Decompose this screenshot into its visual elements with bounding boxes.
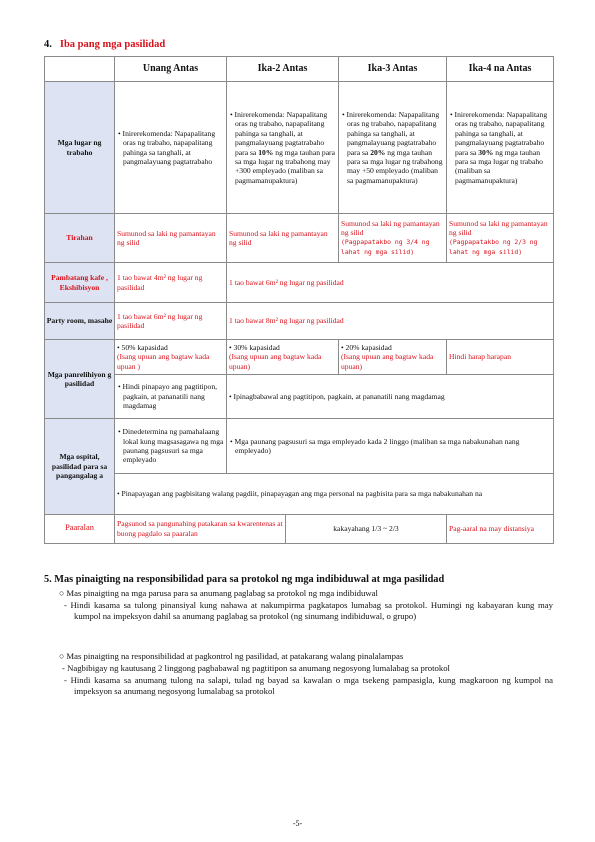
religious-capacity-level-2: • 30% kapasidad (Isang upuan ang bagtaw kada upuan) — [227, 340, 339, 375]
row-hospital-2 — [45, 474, 554, 515]
header-level-2: Ika-2 Antas — [227, 57, 339, 82]
header-level-1: Unang Antas — [115, 57, 227, 82]
facilities-table — [44, 56, 554, 544]
school-level-1: Pagsunod sa pangunahing patakaran sa kwarentenas at buong pagdalo sa paaralan — [115, 514, 286, 543]
header-level-4: Ika-4 na Antas — [447, 57, 554, 82]
section-5-heading: 5. Mas pinaigting na responsibilidad para sa protokol ng mga indibiduwal at mga pasilidad — [44, 574, 445, 585]
religious-gathering-level-2-4: • Ipinagbabawal ang pagtitipon, pagkain, at pananatili nang magdamag — [227, 375, 554, 419]
section-5-bullet-2-detail-2: - Hindi kasama sa anumang tulong na salapi, tulad ng bayad sa kawalan o mga tsekeng pampasigla, kung magkaroon ng kumpol na impeksyon sa anumang negosyong lumalabag sa protokol — [64, 675, 553, 697]
workplace-level-4: • Inirerekomenda: Napapalitang oras ng trabaho, napapalitang pahinga sa tanghali, at pangmalayuang pagtatrabaho para sa 30% ng mga tauhan para sa mga lugar ng trabaho (maliban sa pagmamanupaktura) — [447, 82, 554, 214]
section-4-heading — [44, 39, 165, 50]
school-level-2-3: kakayahang 1/3 ~ 2/3 — [286, 514, 447, 543]
workplace-level-3: • Inirerekomenda: Napapalitang oras ng trabaho, napapalitang pahinga sa tanghali, at pangmalayuang pagtatrabaho para sa 20% ng mga tauhan para sa mga lugar ng trabahong may +50 empleyado (maliban sa pagmamanupaktura) — [339, 82, 447, 214]
row-religious-2 — [45, 375, 554, 419]
row-school — [45, 514, 554, 543]
row-workplace — [45, 82, 554, 214]
row-label-party: Party room, masahe — [45, 303, 115, 340]
page-number: -5- — [292, 819, 303, 828]
hospital-visit-level-1-3: • Pinapayagan ang pagbisitang walang pagdiit, pinapayagan ang mga personal na pagbisita para sa mga nabakunahan na — [115, 474, 554, 515]
row-tirahan — [45, 214, 554, 263]
party-level-2-4: 1 tao bawat 8m² ng lugar ng pasilidad — [227, 303, 554, 340]
section-5-bullet-1: ○ Mas pinaigting na mga parusa para sa anumang paglabag sa protokol ng mga indibiduwal — [59, 588, 378, 598]
party-level-1: 1 tao bawat 6m² ng lugar ng pasilidad — [115, 303, 227, 340]
kafe-level-1: 1 tao bawat 4m² ng lugar ng pasilidad — [115, 263, 227, 303]
religious-capacity-level-4: Hindi harap harapan — [447, 340, 554, 375]
row-hospital-1 — [45, 419, 554, 474]
row-label-kafe: Pambatang kafe , Ekshibisyon — [45, 263, 115, 303]
header-corner — [45, 57, 115, 82]
section-number: 4. — [44, 39, 52, 50]
header-row — [45, 57, 554, 82]
religious-capacity-level-3: • 20% kapasidad (Isang upuan ang bagtaw kada upuan) — [339, 340, 447, 375]
section-5-bullet-2-detail-1: - Nagbibigay ng kautusang 2 linggong pagbabawal ng pagtitipon sa anumang negosyong lumalabag sa protokol — [62, 663, 450, 673]
section-5-bullet-1-detail: - Hindi kasama sa tulong pinansiyal kung nahawa at nakumpirma pagkatapos lumabag sa protokol. Humingi ng kabayaran kung may kumpol na impeksyon dahil sa anumang paglabag sa protokol (ng sinumang indibiduwal, o grupo) — [64, 600, 553, 622]
hospital-testing-level-1: • Dinedetermina ng pamahalaang lokal kung magsasagawa ng mga paunang pagsusuri sa mga empleyado — [115, 419, 227, 474]
tirahan-level-1: Sumunod sa laki ng pamantayan ng silid — [115, 214, 227, 263]
hospital-testing-level-2-4: • Mga paunang pagsusuri sa mga empleyado kada 2 linggo (maliban sa mga nabakunahan nang empleyado) — [227, 419, 554, 474]
row-kafe — [45, 263, 554, 303]
kafe-level-2-4: 1 tao bawat 6m² ng lugar ng pasilidad — [227, 263, 554, 303]
row-label-workplace: Mga lugar ng trabaho — [45, 82, 115, 214]
row-party — [45, 303, 554, 340]
row-label-school: Paaralan — [45, 514, 115, 543]
row-label-hospital: Mga ospital, pasilidad para sa pangangalag a — [45, 419, 115, 515]
header-level-3: Ika-3 Antas — [339, 57, 447, 82]
religious-capacity-level-1: • 50% kapasidad (Isang upuan ang bagtaw kada upuan ) — [115, 340, 227, 375]
row-religious-1 — [45, 340, 554, 375]
tirahan-level-3: Sumunod sa laki ng pamantayan ng silid (Pagpapatakbo ng 3/4 ng lahat ng mga silid) — [339, 214, 447, 263]
section-5-bullet-2: ○ Mas pinaigting na responsibilidad at pagkontrol ng pasilidad, at patakarang walang pinalalampas — [59, 651, 404, 661]
row-label-tirahan: Tirahan — [45, 214, 115, 263]
workplace-level-2: • Inirerekomenda: Napapalitang oras ng trabaho, napapalitang pahinga sa tanghali, at pangmalayuang pagtatrabaho para sa 10% ng mga tauhan para sa mga lugar ng trabahong may +300 empleyado (maliban sa pagmamanupaktura) — [227, 82, 339, 214]
section-title: Iba pang mga pasilidad — [59, 39, 166, 50]
religious-gathering-level-1: • Hindi pinapayo ang pagtitipon, pagkain, at pananatili nang magdamag — [115, 375, 227, 419]
row-label-religious: Mga panrelihiyon g pasilidad — [45, 340, 115, 419]
workplace-level-1: • Inirerekomenda: Napapalitang oras ng trabaho, napapalitang pahinga sa tanghali, at pangmalayuang pagtatrabaho — [115, 82, 227, 214]
school-level-4: Pag-aaral na may distansiya — [447, 514, 554, 543]
tirahan-level-4: Sumunod sa laki ng pamantayan ng silid (Pagpapatakbo ng 2/3 ng lahat ng mga silid) — [447, 214, 554, 263]
tirahan-level-2: Sumunod sa laki ng pamantayan ng silid — [227, 214, 339, 263]
